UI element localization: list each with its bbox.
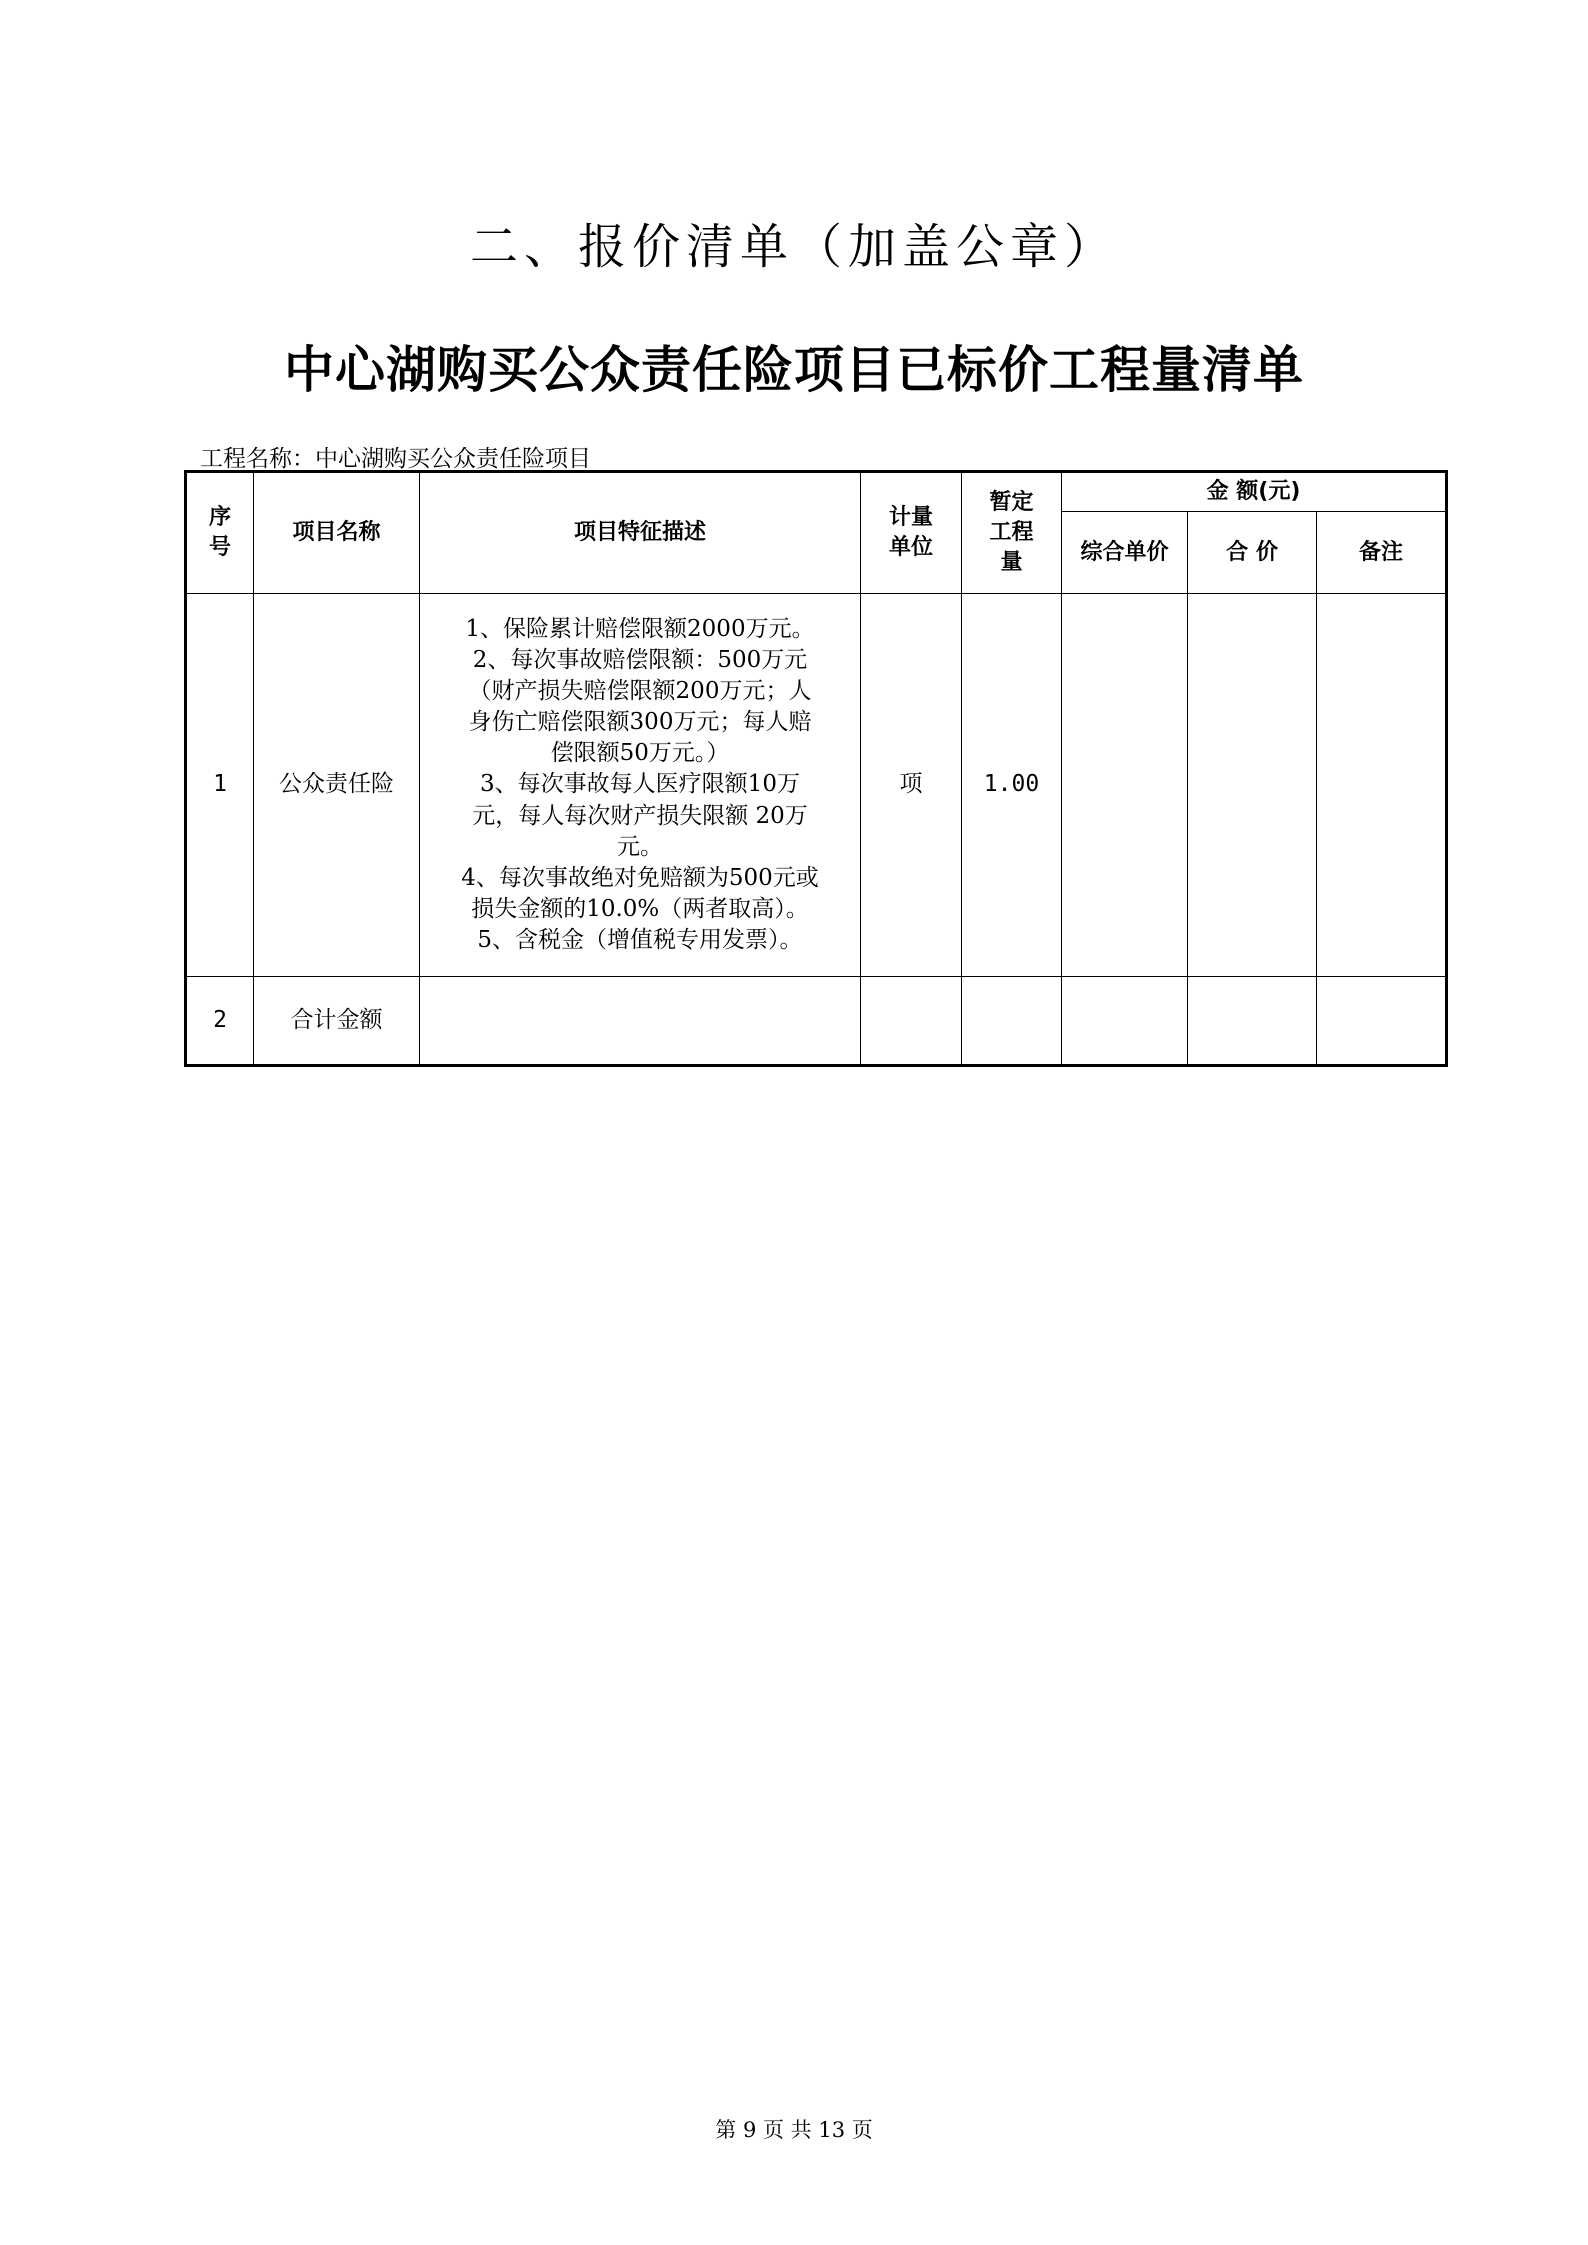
table-header	[186, 472, 1447, 594]
cell-item-name: 公众责任险	[254, 594, 420, 977]
description-line: （财产损失赔偿限额200万元；人	[468, 678, 812, 705]
description-line: 2、每次事故赔偿限额：500万元	[472, 647, 808, 674]
header-remark: 备注	[1317, 512, 1447, 594]
header-quantity	[962, 472, 1062, 594]
header-item-name: 项目名称	[254, 472, 420, 594]
header-quantity-line: 暂定	[989, 490, 1034, 516]
cell-total	[1188, 594, 1317, 977]
cell-remark	[1317, 594, 1447, 977]
cell-quantity	[962, 977, 1062, 1066]
cell-seq: 1	[186, 594, 254, 977]
cell-description	[420, 977, 861, 1066]
table-body	[186, 594, 1447, 1066]
section-heading: 二、报价清单（加盖公章）	[469, 219, 1118, 275]
cell-total	[1188, 977, 1317, 1066]
description-line: 1、保险累计赔偿限额2000万元。	[465, 616, 815, 643]
header-seq	[186, 472, 254, 594]
header-unit-line: 单位	[888, 535, 933, 560]
table-row	[186, 594, 1447, 977]
header-amount-group: 金 额(元)	[1062, 472, 1447, 512]
project-name-line: 工程名称：中心湖购买公众责任险项目	[200, 446, 591, 472]
cell-quantity: 1.00	[962, 594, 1062, 977]
header-quantity-line: 工程	[989, 520, 1034, 546]
description-line: 4、每次事故绝对免赔额为500元或	[461, 864, 819, 891]
header-unit	[861, 472, 962, 594]
description-line: 3、每次事故每人医疗限额10万	[480, 771, 800, 798]
description-line: 5、含税金（增值税专用发票）。	[477, 926, 803, 953]
description-line: 损失金额的10.0%（两者取高）。	[471, 895, 809, 922]
header-seq-line: 号	[208, 535, 231, 560]
page-footer: 第 9 页 共 13 页	[715, 2118, 873, 2142]
description-line: 元，每人每次财产损失限额 20万	[472, 802, 808, 829]
cell-unit: 项	[861, 594, 962, 977]
cell-unit-price	[1062, 594, 1188, 977]
cell-item-name: 合计金额	[254, 977, 420, 1066]
cell-remark	[1317, 977, 1447, 1066]
description-line: 偿限额50万元。）	[550, 740, 730, 767]
description-line: 身伤亡赔偿限额300万元；每人赔	[468, 709, 812, 736]
table-row	[186, 977, 1447, 1066]
cell-seq: 2	[186, 977, 254, 1066]
header-seq-line: 序	[208, 505, 231, 531]
header-unit-line: 计量	[888, 505, 933, 531]
cell-description	[420, 594, 861, 977]
header-unit-price: 综合单价	[1062, 512, 1188, 594]
header-description: 项目特征描述	[420, 472, 861, 594]
header-row	[186, 472, 1447, 512]
header-quantity-line: 量	[1000, 549, 1023, 575]
bill-of-quantities-table	[184, 470, 1448, 1067]
document-title: 中心湖购买公众责任险项目已标价工程量清单	[284, 340, 1304, 399]
header-total: 合 价	[1188, 512, 1317, 594]
cell-unit-price	[1062, 977, 1188, 1066]
description-line: 元。	[617, 833, 663, 860]
cell-unit	[861, 977, 962, 1066]
